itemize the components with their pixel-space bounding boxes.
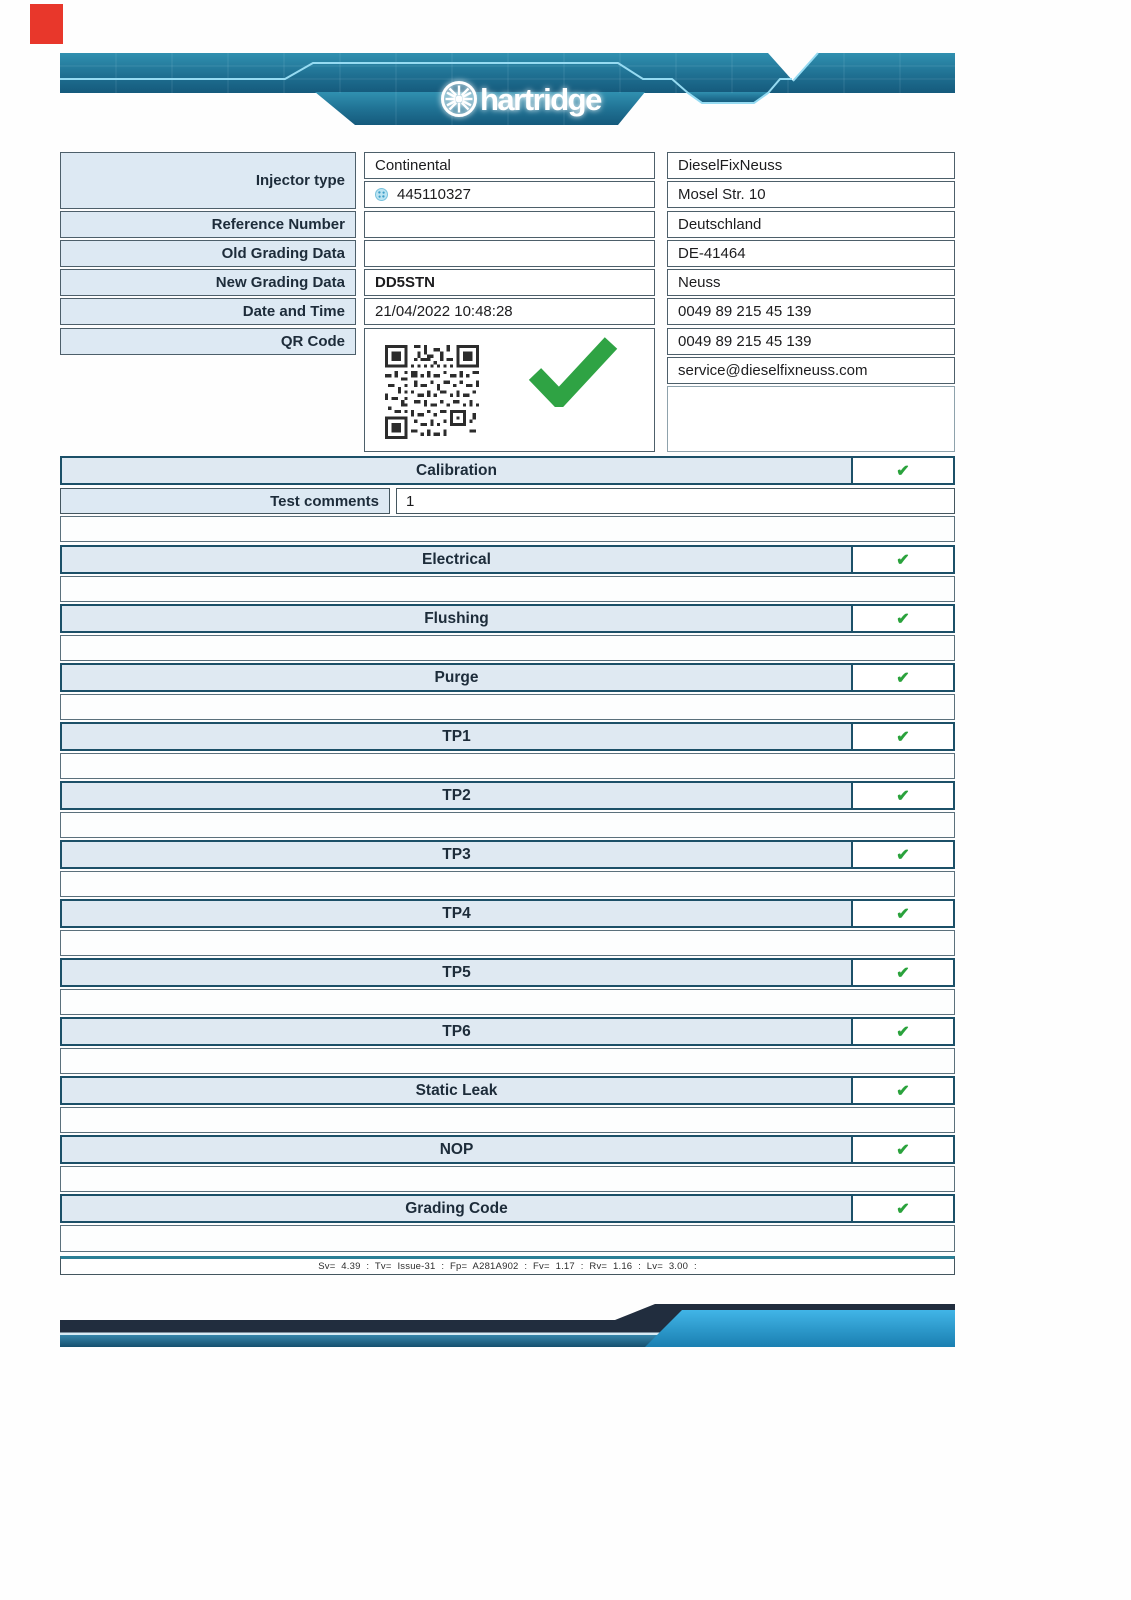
workshop-country: Deutschland <box>667 211 955 238</box>
workshop-phone2: 0049 89 215 45 139 <box>667 328 955 355</box>
spacer-row <box>60 694 955 720</box>
section-label: NOP <box>439 1140 474 1158</box>
section-row-purge <box>60 663 955 692</box>
pass-check-icon: ✔ <box>851 1196 953 1221</box>
spacer-row <box>60 1107 955 1133</box>
spacer-row <box>60 989 955 1015</box>
section-row-tp4 <box>60 899 955 928</box>
value-injector-make: Continental <box>364 152 655 179</box>
workshop-postal-code: DE-41464 <box>667 240 955 267</box>
red-corner-mark <box>30 4 63 44</box>
section-label: TP3 <box>442 845 471 863</box>
section-row-nop <box>60 1135 955 1164</box>
spacer-row <box>60 576 955 602</box>
section-row-tp5 <box>60 958 955 987</box>
value-injector-part-number: 445110327 <box>364 181 655 208</box>
workshop-empty-cell <box>667 386 955 452</box>
header-banner <box>60 50 955 128</box>
section-label: Flushing <box>424 609 489 627</box>
label-reference-number: Reference Number <box>60 211 356 238</box>
footer-banner <box>60 1300 955 1350</box>
spacer-row <box>60 753 955 779</box>
pass-check-icon: ✔ <box>851 960 953 985</box>
section-label: Purge <box>434 668 479 686</box>
value-reference-number <box>364 211 655 238</box>
pass-check-icon: ✔ <box>851 842 953 867</box>
label-qr-code: QR Code <box>60 328 356 355</box>
workshop-city: Neuss <box>667 269 955 296</box>
pass-check-icon: ✔ <box>851 547 953 572</box>
injector-part-icon <box>375 188 388 201</box>
section-label: TP1 <box>442 727 471 745</box>
section-row-calibration <box>60 456 955 485</box>
pass-check-icon: ✔ <box>851 783 953 808</box>
spacer-row <box>60 930 955 956</box>
section-label: TP2 <box>442 786 471 804</box>
test-comments-label: Test comments <box>60 488 390 514</box>
label-date-and-time: Date and Time <box>60 298 356 325</box>
spacer-row <box>60 516 955 542</box>
section-row-electrical <box>60 545 955 574</box>
section-row-flushing <box>60 604 955 633</box>
qr-code-cell <box>364 328 655 452</box>
test-comments-value: 1 <box>396 488 955 514</box>
section-row-tp1 <box>60 722 955 751</box>
spacer-row <box>60 1225 955 1252</box>
section-label: Calibration <box>416 461 497 479</box>
pass-check-icon: ✔ <box>851 901 953 926</box>
value-old-grading-data <box>364 240 655 267</box>
qr-pass-check-icon <box>525 337 621 407</box>
pass-check-icon: ✔ <box>851 606 953 631</box>
hartridge-logo-text: hartridge <box>480 82 601 117</box>
label-injector-type: Injector type <box>60 152 356 209</box>
spacer-row <box>60 1166 955 1192</box>
footer-blue-block <box>645 1310 955 1347</box>
section-row-tp2 <box>60 781 955 810</box>
section-row-grading-code <box>60 1194 955 1223</box>
workshop-name: DieselFixNeuss <box>667 152 955 179</box>
workshop-street: Mosel Str. 10 <box>667 181 955 208</box>
hartridge-wheel-icon <box>443 83 476 116</box>
pass-check-icon: ✔ <box>851 458 953 483</box>
section-label: TP5 <box>442 963 471 981</box>
section-label: TP6 <box>442 1022 471 1040</box>
pass-check-icon: ✔ <box>851 724 953 749</box>
label-old-grading-data: Old Grading Data <box>60 240 356 267</box>
spacer-row <box>60 635 955 661</box>
workshop-phone: 0049 89 215 45 139 <box>667 298 955 325</box>
label-new-grading-data: New Grading Data <box>60 269 356 296</box>
section-row-static-leak <box>60 1076 955 1105</box>
value-new-grading-data: DD5STN <box>364 269 655 296</box>
section-row-tp3 <box>60 840 955 869</box>
pass-check-icon: ✔ <box>851 1078 953 1103</box>
workshop-email: service@dieselfixneuss.com <box>667 357 955 384</box>
pass-check-icon: ✔ <box>851 1019 953 1044</box>
spacer-row <box>60 812 955 838</box>
qr-code-image <box>385 345 479 439</box>
section-label: Electrical <box>422 550 491 568</box>
section-row-tp6 <box>60 1017 955 1046</box>
value-date-and-time: 21/04/2022 10:48:28 <box>364 298 655 325</box>
version-info-row: Sv= 4.39 : Tv= Issue-31 : Fp= A281A902 : Fv= 1.17 : Rv= 1.16 : Lv= 3.00 : <box>60 1256 955 1275</box>
spacer-row <box>60 871 955 897</box>
spacer-row <box>60 1048 955 1074</box>
section-label: Static Leak <box>415 1081 498 1099</box>
section-label: TP4 <box>442 904 471 922</box>
section-label: Grading Code <box>405 1199 508 1217</box>
pass-check-icon: ✔ <box>851 1137 953 1162</box>
pass-check-icon: ✔ <box>851 665 953 690</box>
